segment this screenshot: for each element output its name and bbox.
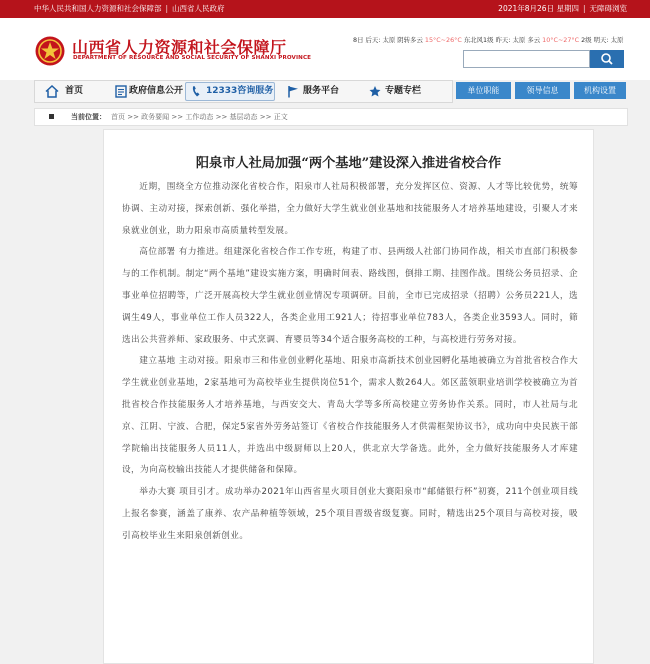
top-right: 2021年8月26日 星期四 | 无障碍浏览: [498, 4, 627, 13]
emblem-icon: [34, 35, 66, 67]
phone-icon: [191, 85, 203, 98]
search-input[interactable]: [463, 50, 590, 68]
shanxi-gov-link[interactable]: 山西省人民政府: [172, 4, 225, 13]
article-paragraph: 近期，围绕全方位推动深化省校合作，阳泉市人社局积极部署，充分发挥区位、资源、人才等比较优势，统筹协调、主动对接，探索创新、强化举措，全力做好大学生就业创业基地和技能服务人才培养基地建设，引聚人才来泉就业创业，助力阳泉市高质量转型发展。: [122, 182, 578, 236]
nav-home[interactable]: 首页: [43, 81, 103, 102]
nav-service-platform[interactable]: 服务平台: [285, 81, 353, 102]
date-text: 2021年8月26日 星期四: [498, 4, 579, 13]
top-links: 中华人民共和国人力资源和社会保障部 | 山西省人民政府: [34, 4, 225, 13]
pin-icon: [369, 85, 381, 98]
weather-text: 东北风1级 昨天: 太原 多云: [463, 36, 541, 44]
weather-info: [353, 35, 623, 44]
weather-text: 2级 明天: 太原: [581, 36, 624, 44]
breadcrumb-label: 当前位置：: [71, 113, 106, 121]
article-title: 阳泉市人社局加强“两个基地”建设深入推进省校合作: [195, 156, 502, 171]
article-paragraph: 高位部署 有力推进。组建深化省校合作工作专班，构建了市、县两级人社部门协同作战，相关市直部门积极参与的工作机制。制定“两个基地”建设实施方案，明确时间表、路线图，倒排工期、挂图作战。围绕公务员招录、企事业单位招聘等，广泛开展高校大学生就业创业情况专项调研。目前，全市已完成招录（招聘）公务员221人，选调生49人，事业单位工作人员322人，各类企业用工921人；待招事业单位783人，各类企业3593人。同时，筛选出公共营养师、家政服务、中式烹调、育婴员等34个适合服务高校的工种，与高校进行劳务对接。: [122, 247, 578, 345]
weather-temp: 15°C~26°C: [424, 36, 462, 44]
unit-functions-button[interactable]: 单位职能: [456, 82, 511, 99]
document-icon: [115, 85, 127, 98]
breadcrumb: [34, 108, 628, 126]
weather-text: 8日 后天: 太原 阴转多云: [353, 36, 423, 44]
site-subtitle: DEPARTMENT OF RESOURCE AND SOCIAL SECURITY OF SHANXI PROVINCE: [73, 55, 312, 61]
org-structure-button[interactable]: 机构设置: [574, 82, 626, 99]
site-header: [0, 18, 650, 80]
site-title[interactable]: 山西省人力资源和社会保障厅: [72, 38, 287, 57]
article-paragraph: 举办大赛 项目引才。成功举办2021年山西省星火项目创业大赛阳泉市“邮储银行杯”初赛，211个创业项目线上报名参赛，涵盖了康养、农产品种植等领域，25个项目晋级省级复赛。同时，精选出25个项目与高校对接，吸引高校毕业生来阳泉创新创业。: [122, 487, 578, 541]
nav-gov-info[interactable]: 政府信息公开: [113, 81, 189, 102]
nav-12333-service[interactable]: 12333咨询服务: [185, 82, 275, 101]
article-container: [103, 129, 594, 664]
search-icon: [590, 50, 624, 68]
breadcrumb-path[interactable]: 首页 >> 政务要闻 >> 工作动态 >> 基层动态 >> 正文: [111, 113, 288, 121]
home-icon: [45, 85, 59, 98]
main-nav: [34, 80, 453, 103]
leader-info-button[interactable]: 领导信息: [515, 82, 570, 99]
article-body: [122, 177, 578, 548]
nav-special-topics[interactable]: 专题专栏: [367, 81, 439, 102]
square-bullet-icon: [49, 114, 54, 119]
flag-icon: [287, 85, 299, 98]
accessibility-link[interactable]: 无障碍浏览: [589, 4, 627, 13]
search-button[interactable]: [590, 50, 624, 68]
mohrss-link[interactable]: 中华人民共和国人力资源和社会保障部: [34, 4, 162, 13]
weather-temp: 10°C~27°C: [542, 36, 580, 44]
article-paragraph: 建立基地 主动对接。阳泉市三和伟业创业孵化基地、阳泉市高新技术创业园孵化基地被确立为首批省校合作大学生就业创业基地，2家基地可为高校毕业生提供岗位51个，需求人数264人。郊区蓝领职业培训学校被确立为首批省校合作技能服务人才培养基地，与西安交大、青岛大学等多所高校建立劳务协作关系。同时，市人社局与北京、江阴、宁波、合肥，保定5家省外劳务站签订《省校合作技能服务人才供需框架协议书》，成功向中央民族干部学院输出技能服务人员11人，并选出中级厨师以上20人，供北京大学备选。此外，全力做好技能服务人才库建设，为向高校输出技能人才提供储备和保障。: [122, 356, 578, 476]
top-bar: [0, 0, 650, 18]
